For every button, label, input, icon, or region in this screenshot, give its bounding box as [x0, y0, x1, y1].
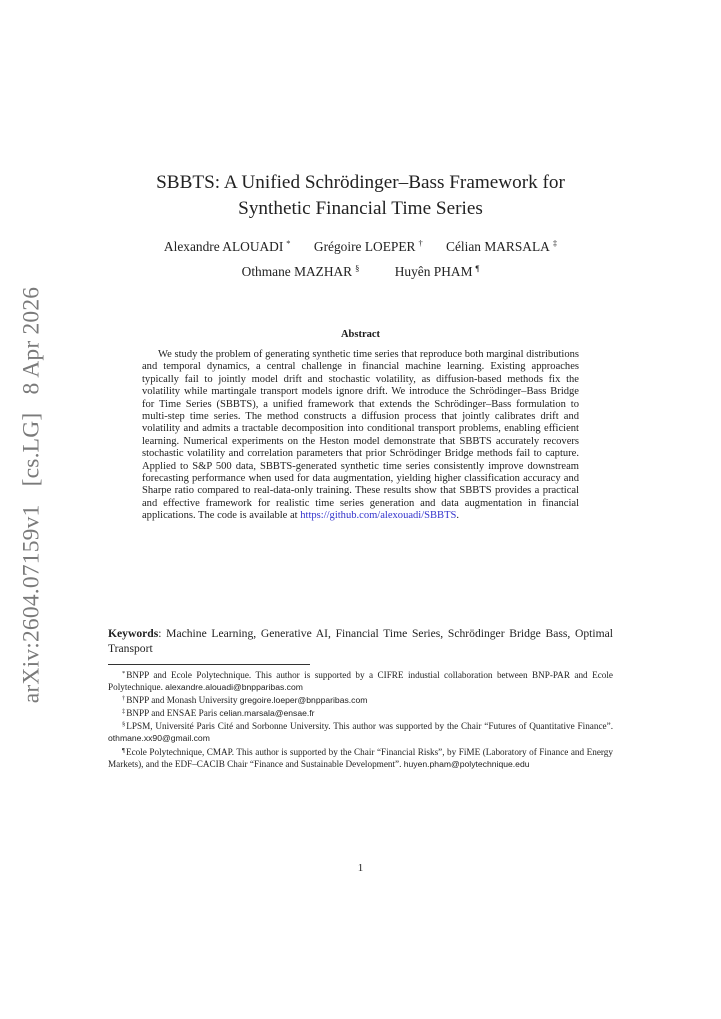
abstract-heading: Abstract [340, 329, 381, 340]
keywords-list: : Machine Learning, Generative AI, Financial Time Series, Schrödinger Bridge Bass, Optimal Transport [108, 627, 613, 655]
keywords [108, 626, 613, 656]
author-mark: * [286, 238, 291, 248]
page-number: 1 [357, 862, 364, 874]
abstract-text: We study the problem of generating synthetic time series that reproduce both marginal distributions and temporal dynamics, a central challenge in financial machine learning. Existing approaches typically fail to jointly model drift and stochastic volatility, as diffusion-based methods fix the volatility while martingale transport models ignore drift. We introduce the Schrödinger–Bass Bridge for Time Series (SBBTS), a unified framework that extends the Schrödinger–Bass formulation to multi-step time series. The method constructs a diffusion process that jointly calibrates drift and volatility and admits a tractable decomposition into conditional transport problems, enabling efficient learning. Numerical experiments on the Heston model demonstrate that SBBTS accurately recovers stochastic volatility and correlation parameters that prior Schrödinger Bridge methods fail to capture. Applied to S&P 500 data, SBBTS-generated synthetic time series consistently improve downstream forecasting performance when used for data augmentation, yielding higher classification accuracy and Sharpe ratio compared to real-data-only training. These results show that SBBTS provides a practical and effective framework for realistic time series generation and data augmentation in financial applications. The code is available at https://github.com/alexouadi/SBBTS. [142, 349, 579, 522]
footnote-email: alexandre.alouadi@bnpparibas.com [165, 682, 303, 693]
arxiv-category: [cs.LG] [18, 412, 45, 487]
footnote-email: celian.marsala@ensae.fr [219, 708, 315, 719]
paper-title [108, 170, 613, 222]
footnote-email: othmane.xx90@gmail.com [108, 733, 210, 744]
author-mark: ¶ [475, 263, 480, 273]
arxiv-stamp [19, 281, 46, 710]
author-mark: ‡ [552, 238, 558, 248]
author-mazhar: Othmane MAZHAR § [241, 263, 360, 279]
footnote-email: huyen.pham@polytechnique.edu [403, 758, 530, 769]
footnotes [108, 668, 613, 770]
authors-row-2 [108, 263, 613, 280]
authors-row-1 [108, 238, 613, 255]
footnote: †BNPP and Monash University gregoire.loeper@bnpparibas.com [122, 695, 368, 706]
author-mark: † [418, 238, 423, 248]
author-mark: § [355, 263, 360, 273]
title-line-1: SBBTS: A Unified Schrödinger–Bass Framework for [156, 172, 565, 193]
footnote-email: gregoire.loeper@bnpparibas.com [239, 695, 368, 706]
keywords-label: Keywords [108, 627, 159, 640]
arxiv-id: arXiv:2604.07159v1 [18, 504, 45, 704]
author-pham: Huyên PHAM ¶ [394, 263, 480, 279]
author-loeper: Grégoire LOEPER † [313, 238, 423, 254]
footnote: ¶Ecole Polytechnique, CMAP. This author is supported by the Chair “Financial Risks”, by FiME (Laboratory of Finance and Energy Markets), and the EDF–CACIB Chair “Finance and Sustainable Development”. huyen.pham@polytechnique.edu [108, 746, 613, 769]
footnote-rule [108, 664, 310, 665]
author-marsala: Célian MARSALA ‡ [446, 238, 558, 254]
footnote: *BNPP and Ecole Polytechnique. This author is supported by a CIFRE industial collaboration between BNP-PAR and Ecole Polytechnique. alexandre.alouadi@bnpparibas.com [108, 670, 613, 693]
footnote: ‡BNPP and ENSAE Paris celian.marsala@ensae.fr [122, 708, 315, 719]
title-line-2: Synthetic Financial Time Series [238, 198, 483, 219]
footnote: §LPSM, Université Paris Cité and Sorbonne University. This author was supported by the Chair “Futures of Quantitative Finance”. othmane.xx90@gmail.com [108, 721, 613, 744]
arxiv-date: 8 Apr 2026 [18, 286, 45, 395]
author-alouadi: Alexandre ALOUADI * [163, 238, 291, 254]
code-link[interactable]: https://github.com/alexouadi/SBBTS [300, 510, 457, 522]
